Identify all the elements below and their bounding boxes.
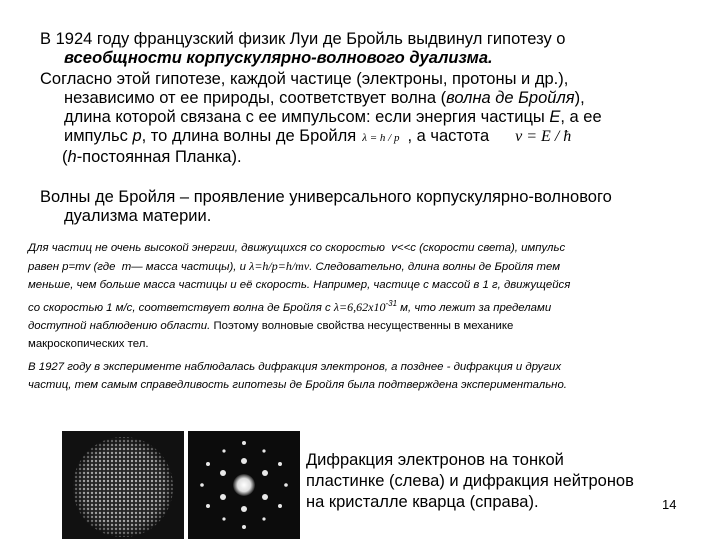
energy-symbol: E [549,108,561,126]
wavelength-mass-formula: λ=h/p=h/mv [249,259,310,274]
low-energy-line-5: доступной наблюдению области. Поэтому волновые свойства несущественны в механике [28,319,514,332]
experiment-line-1: В 1927 году в эксперименте наблюдалась дифракция электронов, а позднее - дифракция и других [28,361,562,373]
hypothesis-paragraph [40,70,690,167]
hypothesis-line-3: длина которой связана с ее импульсом: если энергия частицы E, а ее [64,108,602,126]
page-number: 14 [662,497,677,512]
hypothesis-line-4: импульс p, то длина волны де Бройля λ = h / p , а частота ν = E / ħ [64,127,572,145]
exponent: -31 [385,298,398,308]
low-energy-paragraph [28,239,698,353]
planck-symbol: h [67,148,77,166]
caption-line-3: на кристалле кварца (справа). [306,493,539,511]
intro-paragraph [40,30,690,68]
neutron-diffraction-image [188,431,300,539]
experiment-line-2: частиц, тем самым справедливость гипотезы де Бройля была подтверждена экспериментально. [28,379,567,392]
hypothesis-line-5: (h-постоянная Планка). [62,148,242,166]
frequency-formula: ν = E / ħ [515,128,572,145]
hypothesis-line-2: независимо от ее природы, соответствует волна (волна де Бройля), [64,89,585,107]
electron-diffraction-image [62,431,184,539]
hypothesis-line-1: Согласно этой гипотезе, каждой частице (электроны, протоны и др.), [40,70,569,88]
intro-line-1: В 1924 году французский физик Луи де Бройль выдвинул гипотезу о [40,30,566,48]
low-energy-line-2: равен p=mv (где m— масса частицы), и λ=h/p=h/mv. Следовательно, длина волны де Бройля тем [28,259,561,274]
caption-line-1: Дифракция электронов на тонкой [306,451,564,469]
wavelength-formula: λ = h / p [362,132,400,144]
dualism-paragraph [40,188,690,226]
wavelength-value: λ=6,62x10 [333,299,386,314]
de-broglie-wave-term: волна де Бройля [446,89,575,107]
intro-line-2-emphasis: всеобщности корпускулярно-волнового дуализма. [64,49,493,67]
velocity-condition: v<<c [391,242,416,254]
figure-caption [306,450,696,513]
momentum-symbol: p [132,127,142,145]
dualism-line-2: дуализма материи. [64,207,212,225]
experiment-paragraph [28,358,698,394]
low-energy-line-3: меньше, чем больше масса частицы и её скорость. Например, частице с массой в 1 г, движущейся [28,279,571,292]
low-energy-line-4: со скоростью 1 м/с, соответствует волна де Бройля с $\lambda=6,62x10^{-31}$ м, что лежит за пределами [28,298,552,314]
dualism-line-1: Волны де Бройля – проявление универсального корпускулярно-волнового [40,188,612,206]
momentum-formula: p=mv [62,261,91,274]
low-energy-line-6: макроскопических тел. [28,337,149,350]
caption-line-2: пластинке (слева) и дифракция нейтронов [306,472,634,490]
low-energy-line-1: Для частиц не очень высокой энергии, движущихся со скоростью v<<c (скорости света), импульс [28,242,566,254]
